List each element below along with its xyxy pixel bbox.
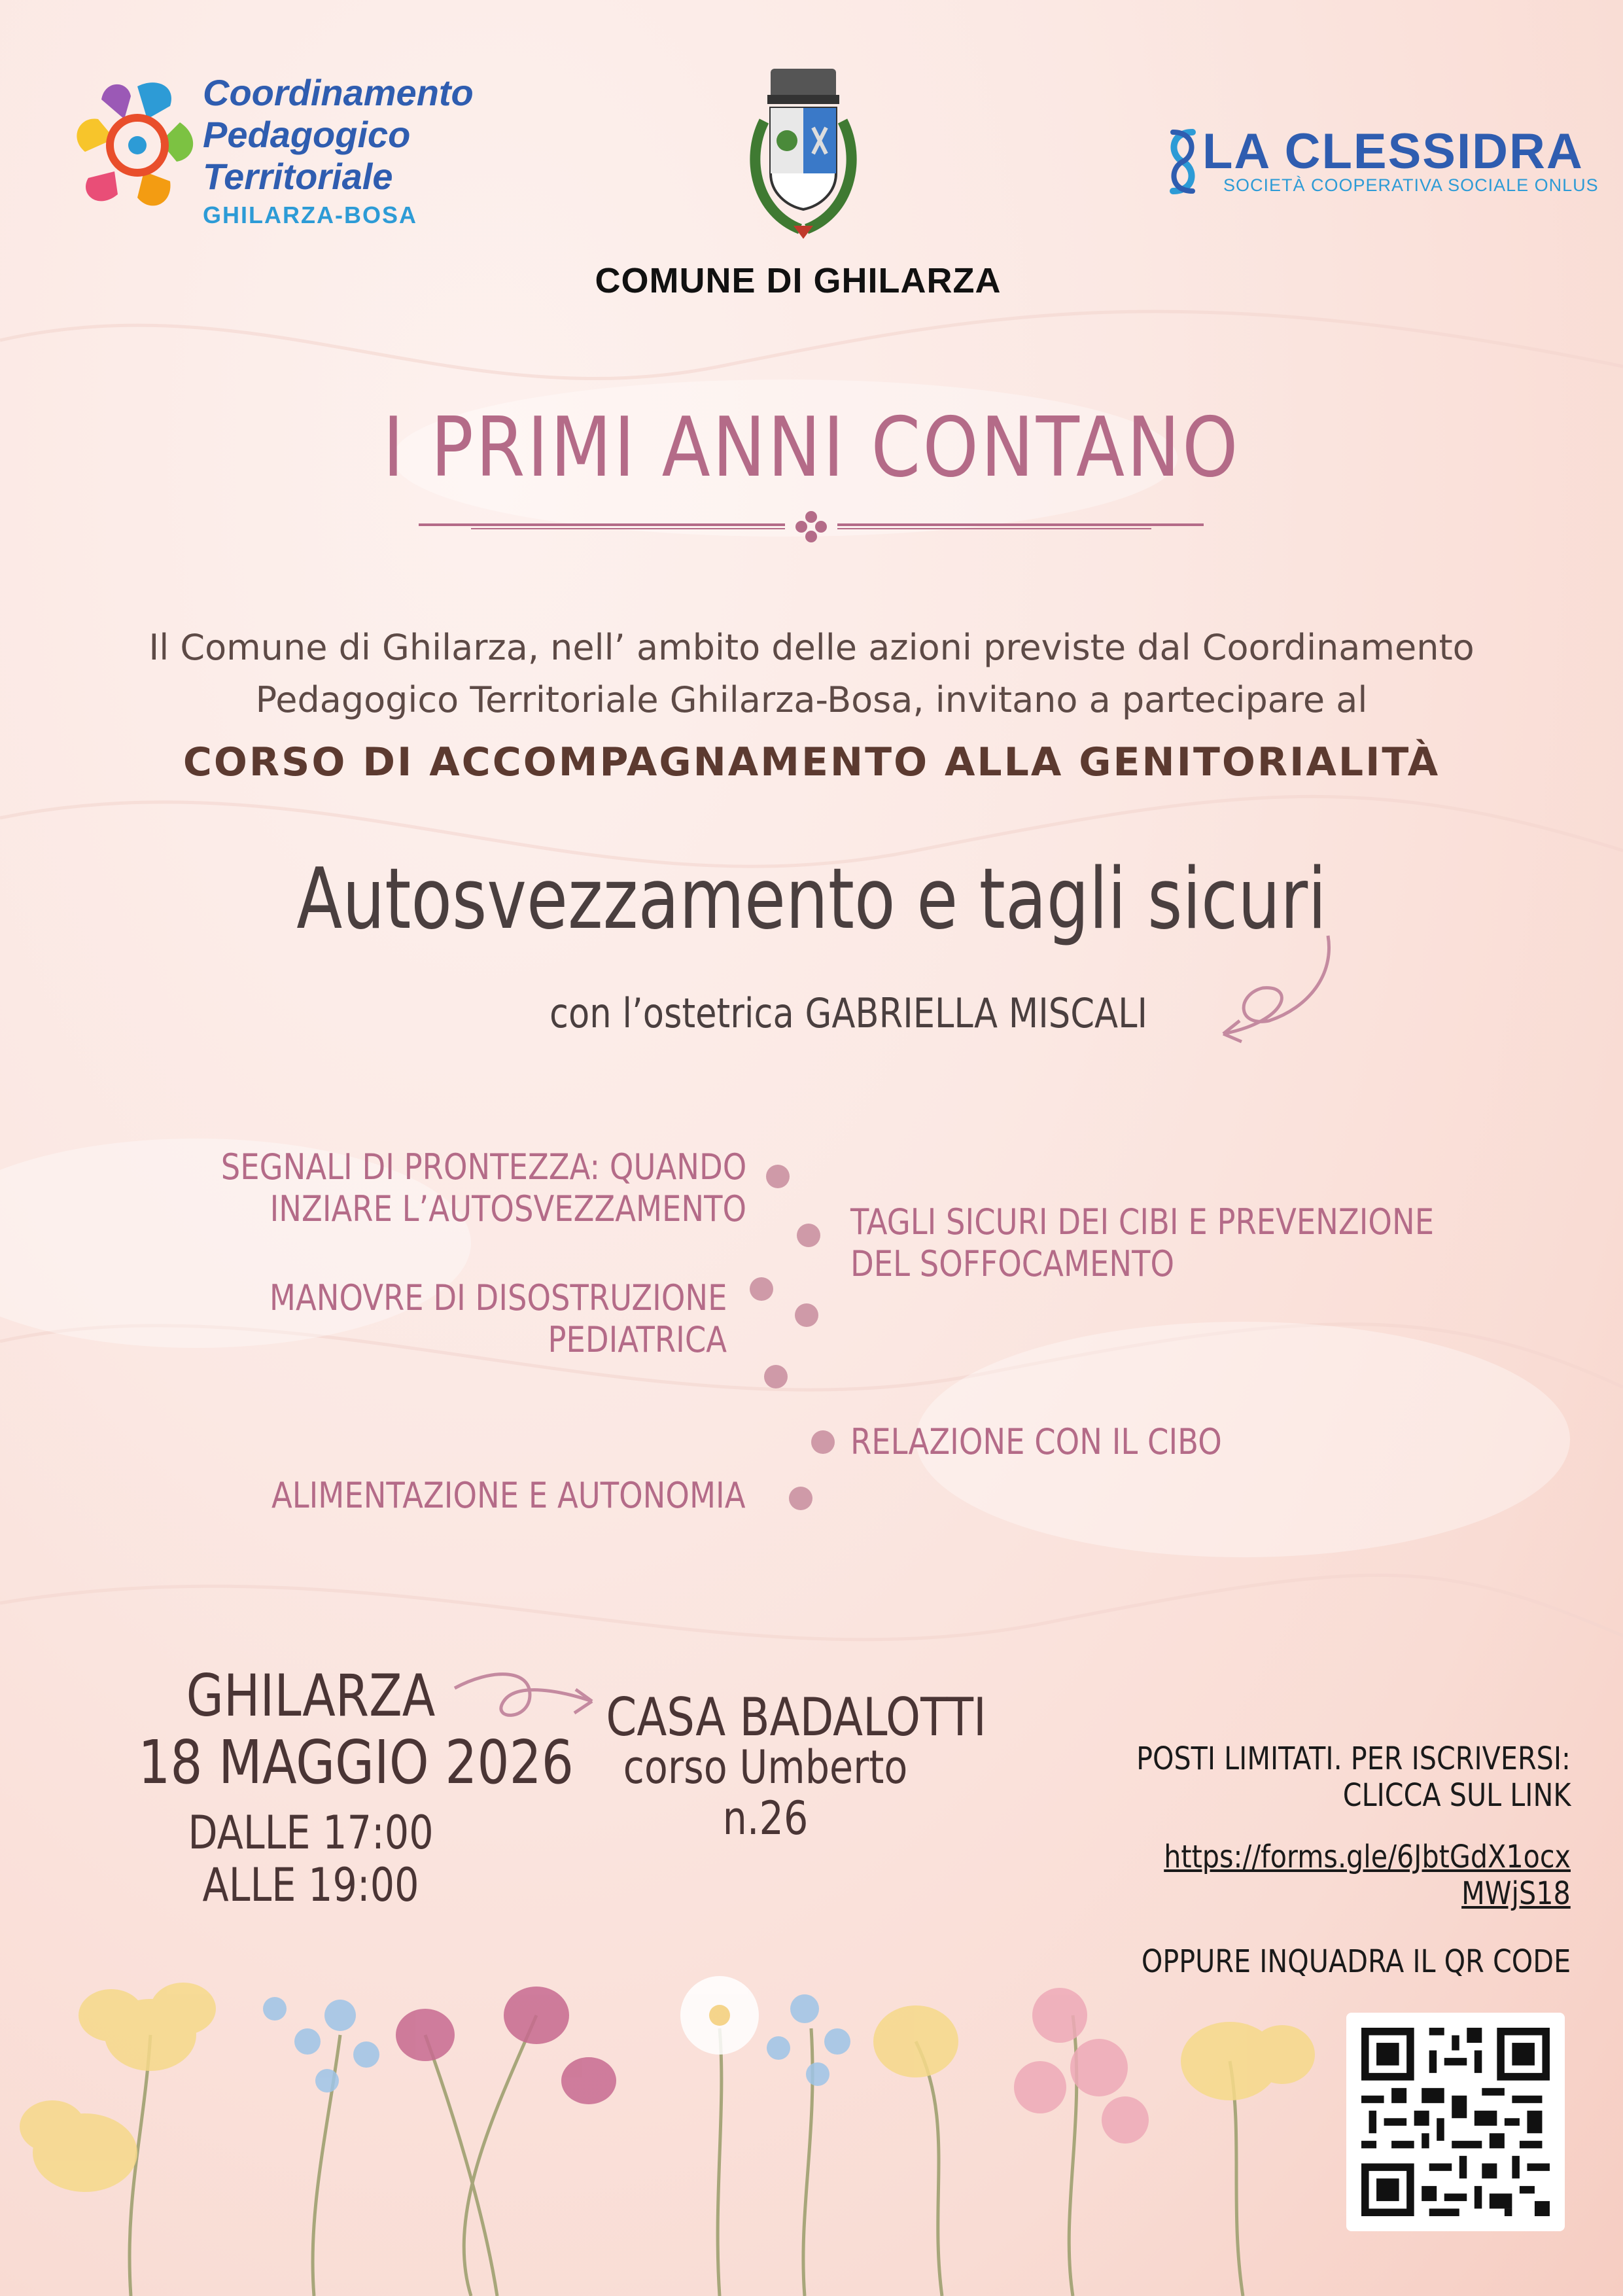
timeline-dot (764, 1365, 788, 1388)
intro-line1: Il Comune di Ghilarza, nell’ ambito delle azioni previste dal Coordinamento (148, 627, 1475, 668)
loop-arrow-icon (451, 1662, 602, 1734)
colorful-sun-icon (72, 73, 203, 224)
cpt-logo-line3: Territoriale (203, 156, 393, 197)
clessidra-subtitle: SOCIETÀ COOPERATIVA SOCIALE ONLUS (1223, 175, 1599, 195)
speaker: con l’ostetrica GABRIELLA MISCALI (550, 989, 1148, 1037)
qr-code-icon (1346, 2013, 1565, 2231)
topic-manoeuvres-line2: PEDIATRICA (548, 1319, 727, 1360)
registration-line1: POSTI LIMITATI. PER ISCRIVERSI: (1136, 1740, 1571, 1777)
timeline-dot (789, 1487, 812, 1510)
registration-link[interactable]: https://forms.gle/6JbtGdX1ocx (1164, 1839, 1571, 1875)
ornament-divider (419, 504, 1204, 550)
event-time-from: DALLE 17:00 (188, 1806, 434, 1860)
topic-safe-cuts-line1: TAGLI SICURI DEI CIBI E PREVENZIONE (850, 1201, 1435, 1243)
coat-of-arms-icon (731, 69, 875, 245)
timeline-dot (766, 1165, 790, 1188)
topic-manoeuvres-line1: MANOVRE DI DISOSTRUZIONE (269, 1277, 727, 1318)
topic-safe-cuts-line2: DEL SOFFOCAMENTO (850, 1243, 1175, 1284)
cpt-logo (72, 73, 203, 224)
cpt-logo-line4: GHILARZA-BOSA (203, 202, 417, 228)
event-time-to: ALLE 19:00 (202, 1858, 419, 1912)
topic-readiness-line1: SEGNALI DI PRONTEZZA: QUANDO (220, 1146, 746, 1188)
registration-line2: CLICCA SUL LINK (1342, 1777, 1571, 1814)
topic-autonomy: ALIMENTAZIONE E AUTONOMIA (271, 1475, 745, 1516)
topic-food-relation: RELAZIONE CON IL CIBO (850, 1421, 1222, 1462)
flowers-decoration (0, 1937, 1341, 2296)
registration-link-continued[interactable]: MWjS18 (1461, 1875, 1571, 1912)
intro-line2: Pedagogico Territoriale Ghilarza-Bosa, invitano a partecipare al (255, 679, 1368, 720)
venue-number: n.26 (722, 1792, 809, 1845)
curly-arrow-icon (1210, 929, 1341, 1047)
event-date: 18 MAGGIO 2026 (138, 1727, 574, 1797)
timeline-dot (795, 1303, 818, 1327)
course-name: CORSO DI ACCOMPAGNAMENTO ALLA GENITORIALITÀ (183, 739, 1440, 785)
hourglass-s-icon (1163, 126, 1202, 198)
timeline-dot (750, 1277, 773, 1301)
topic-readiness-line2: INZIARE L’AUTOSVEZZAMENTO (270, 1188, 746, 1229)
venue-street: corso Umberto (623, 1740, 908, 1794)
subject-title: Autosvezzamento e tagli sicuri (296, 851, 1327, 948)
cpt-logo-line2: Pedagogico (203, 114, 411, 155)
cpt-logo-line1: Coordinamento (203, 72, 474, 113)
event-city: GHILARZA (186, 1662, 436, 1729)
main-title: I PRIMI ANNI CONTANO (383, 399, 1240, 495)
venue-name: CASA BADALOTTI (606, 1687, 986, 1748)
timeline-dot (797, 1224, 820, 1247)
clessidra-name: LA CLESSIDRA (1202, 124, 1584, 179)
timeline-dot (811, 1430, 835, 1454)
comune-name: COMUNE DI GHILARZA (595, 261, 1002, 300)
qr-instruction: OPPURE INQUADRA IL QR CODE (1141, 1943, 1571, 1980)
qr-code[interactable] (1346, 2013, 1565, 2231)
